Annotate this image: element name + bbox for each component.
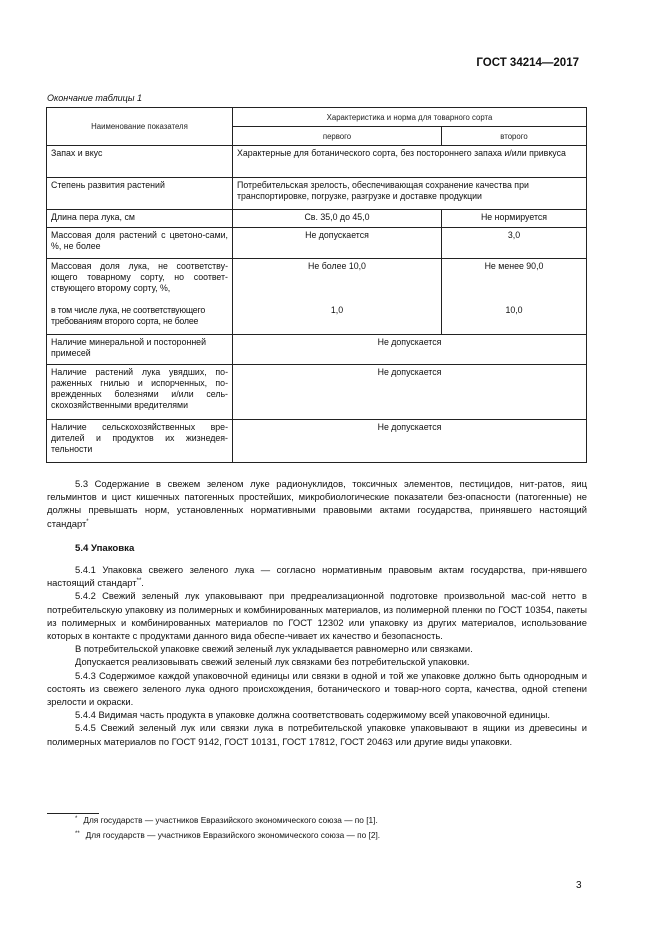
row-second-value: 3,0 — [442, 228, 587, 259]
paragraph-5-3-text: 5.3 Содержание в свежем зеленом луке радионуклидов, токсичных элементов, пестицидов, нит-ратов, яиц гельминтов и цист кишечных патогенных простейших, микробиологические показатели без-опасности (патогенные) не должны превышать норм, установленных нормативными правовыми актами государства, принявшего настоящий стандарт — [47, 478, 587, 529]
row-name: в том числе лука, не соответствующего требованиям второго сорта, не более — [47, 303, 233, 335]
row-name: Массовая доля растений с цветоно-сами, %, не более — [47, 228, 233, 259]
row-value: Потребительская зрелость, обеспечивающая сохранение качества при транспортировке, погрузке, разгрузке и доставке продукции — [233, 178, 587, 210]
row-first-value: 1,0 — [233, 303, 442, 335]
paragraph-5-4-2-b: В потребительской упаковке свежий зеленый лук укладывается равномерно или связками. — [75, 643, 473, 655]
table-caption: Окончание таблицы 1 — [47, 93, 142, 103]
row-second-value: Не нормируется — [442, 210, 587, 228]
row-first-value: Не допускается — [233, 228, 442, 259]
paragraph-5-4-1-tail: . — [141, 577, 144, 589]
row-name: Длина пера лука, см — [47, 210, 233, 228]
paragraph-5-3 — [47, 477, 587, 530]
table-row — [47, 303, 587, 335]
footnote-mark: * — [75, 816, 78, 822]
paragraph-5-4-3: 5.4.3 Содержимое каждой упаковочной единицы или связки в одной и той же упаковке должно быть однородным и состоять из свежего зеленого лука одного происхождения, ботанического и товар-ного сорта, качества, одной степени зрелости и окраски. — [47, 669, 587, 708]
row-second-value: 10,0 — [442, 303, 587, 335]
footnote-divider — [47, 813, 99, 814]
header-second-grade: второго — [442, 127, 587, 146]
section-heading-packaging: 5.4 Упаковка — [75, 543, 135, 554]
paragraph-5-4-2-c: Допускается реализовывать свежий зеленый лук связками без потребительской упаковки. — [75, 656, 470, 668]
footnote-2 — [75, 830, 380, 840]
table-row — [47, 228, 587, 259]
row-value: Не допускается — [233, 365, 587, 420]
row-value: Не допускается — [233, 335, 587, 365]
row-first-value: Не более 10,0 — [233, 259, 442, 303]
standard-number: ГОСТ 34214—2017 — [476, 57, 579, 69]
footnote-1 — [75, 815, 378, 825]
packaging-section-body — [47, 563, 587, 748]
row-name: Наличие сельскохозяйственных вре-дителей и продуктов их жизнедея-тельности — [47, 420, 233, 463]
table-row — [47, 146, 587, 178]
row-name: Степень развития растений — [47, 178, 233, 210]
page-number: 3 — [576, 880, 582, 891]
footnote-ref: * — [86, 518, 89, 525]
table-row — [47, 210, 587, 228]
row-name: Запах и вкус — [47, 146, 233, 178]
row-first-value: Св. 35,0 до 45,0 — [233, 210, 442, 228]
row-value: Характерные для ботанического сорта, без постороннего запаха и/или привкуса — [233, 146, 587, 178]
header-first-grade: первого — [233, 127, 442, 146]
footnote-ref: ** — [136, 578, 142, 585]
row-name: Массовая доля лука, не соответству-ющего товарному сорту, но соответ-ствующего второму сорту, %, — [47, 259, 233, 303]
table-row — [47, 259, 587, 303]
footnote-mark: ** — [75, 831, 80, 837]
table-row — [47, 420, 587, 463]
header-grade-group: Характеристика и норма для товарного сорта — [233, 108, 587, 127]
header-indicator-name: Наименование показателя — [47, 108, 233, 146]
footnote-text: Для государств — участников Евразийского экономического союза — по [2]. — [85, 830, 381, 840]
table-row — [47, 178, 587, 210]
paragraph-5-4-1-text: 5.4.1 Упаковка свежего зеленого лука — согласно нормативным правовым актам государства, при-нявшего настоящий стандарт — [47, 564, 587, 589]
footnote-text: Для государств — участников Евразийского экономического союза — по [1]. — [83, 815, 378, 825]
paragraph-5-4-2: 5.4.2 Свежий зеленый лук упаковывают при предреализационной подготовке произвольной мас-сой нетто в потребительскую упаковку из полимерных и комбинированных материалов, из полимерной пленки по ГОСТ 10354, пакеты из полимерных и комбинированных материалов по ГОСТ 12302 или упаковку из других материалов, использование которых в контакте с продуктами данного вида обеспе-чивает их качество и безопасность. — [47, 590, 587, 642]
characteristics-table — [46, 107, 587, 463]
row-second-value: Не менее 90,0 — [442, 259, 587, 303]
row-name: Наличие минеральной и посторонней примесей — [47, 335, 233, 365]
row-value: Не допускается — [233, 420, 587, 463]
row-name: Наличие растений лука увядших, по-раженных гнилью и испорченных, по-врежденных болезнями и/или сель-скохозяйственными вредителями — [47, 365, 233, 420]
table-row — [47, 335, 587, 365]
paragraph-5-4-5: 5.4.5 Свежий зеленый лук или связки лука в потребительской упаковке упаковывают в ящики из древесины и полимерных материалов по ГОСТ 9142, ГОСТ 10131, ГОСТ 17812, ГОСТ 20463 или другие виды упаковки. — [47, 722, 587, 747]
paragraph-5-4-4: 5.4.4 Видимая часть продукта в упаковке должна соответствовать содержимому всей упаковочной единицы. — [75, 709, 551, 721]
table-row — [47, 365, 587, 420]
